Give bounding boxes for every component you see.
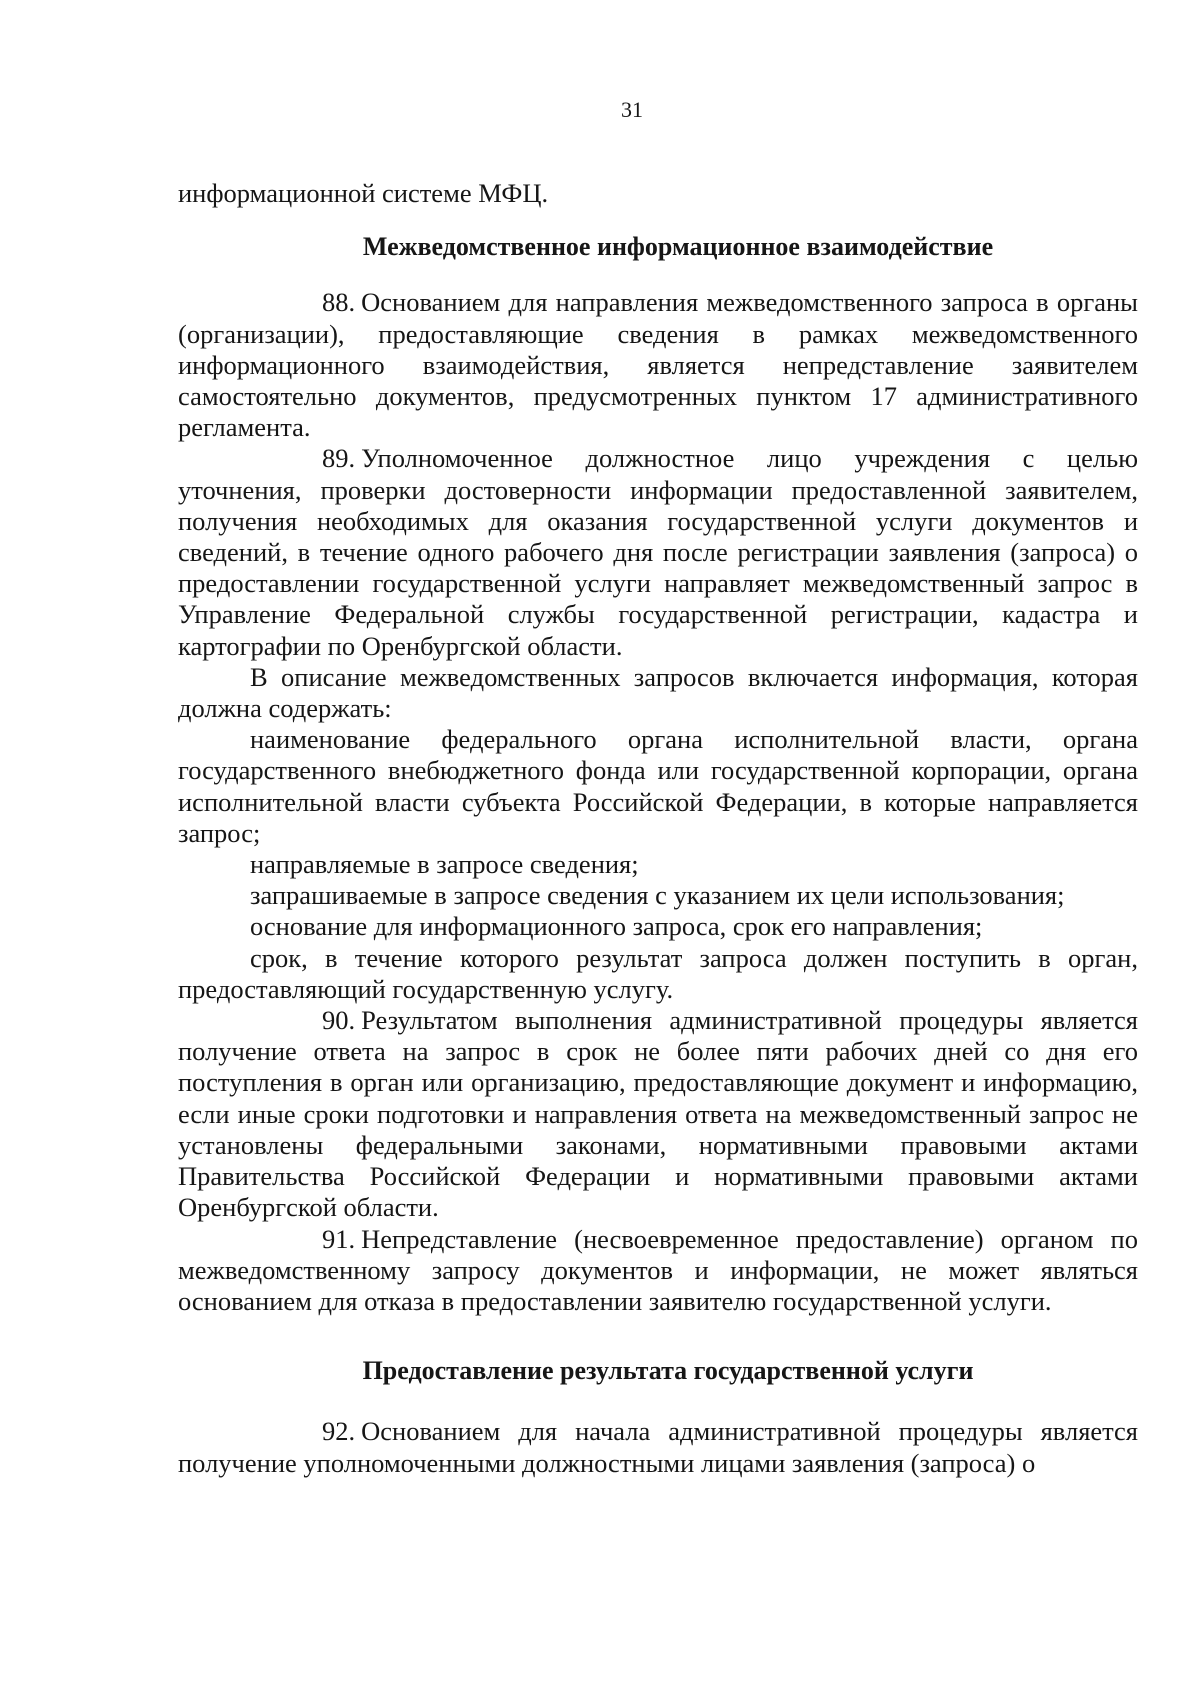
paragraph-text: направляемые в запросе сведения; xyxy=(250,849,639,880)
paragraph-text: запрашиваемые в запросе сведения с указанием их цели использования; xyxy=(250,880,1065,911)
page-number: 31 xyxy=(621,97,643,122)
paragraph-text: Непредставление (несвоевременное предоставление) органом по межведомственному запросу документов и информации, не может являться основанием для отказа в предоставлении заявителю государственной услуги. xyxy=(178,1223,1138,1316)
paragraph-number: 89. xyxy=(322,443,356,474)
paragraph-text: Основанием для направления межведомственного запроса в органы (организации), предоставляющие сведения в рамках межведомственного информационного взаимодействия, является непредставление заявителем самостоятельно документов, предусмотренных пунктом 17 административного регламента. xyxy=(178,287,1138,443)
paragraph-number: 91. xyxy=(322,1223,356,1254)
paragraph-text: В описание межведомственных запросов включается информация, которая должна содержать: xyxy=(178,661,1138,724)
paragraph xyxy=(178,849,1138,880)
paragraph-text: срок, в течение которого результат запроса должен поступить в орган, предоставляющий государственную услугу. xyxy=(178,942,1138,1004)
paragraph-text: Основанием для начала административной процедуры является получение уполномоченными должностными лицами заявления (запроса) о xyxy=(178,1416,1138,1478)
paragraph-number: 92. xyxy=(322,1416,356,1447)
paragraph xyxy=(178,943,1138,1005)
paragraph xyxy=(178,1005,1138,1223)
section-heading-result: Предоставление результата государственной услуги xyxy=(362,1356,974,1386)
paragraph-text: основание для информационного запроса, срок его направления; xyxy=(250,911,983,942)
section-heading-interagency: Межведомственное информационное взаимодействие xyxy=(362,232,994,262)
paragraph-text: Уполномоченное должностное лицо учреждения с целью уточнения, проверки достоверности информации предоставленной заявителем, получения необходимых для оказания государственной услуги документов и сведений, в течение одного рабочего дня после регистрации заявления (запроса) о предоставлении государственной услуги направляет межведомственный запрос в Управление Федеральной службы государственной регистрации, кадастра и картографии по Оренбургской области. xyxy=(178,443,1138,661)
paragraph xyxy=(178,1224,1138,1318)
section-interagency xyxy=(178,287,1138,1317)
paragraph xyxy=(178,1416,1138,1478)
paragraph xyxy=(178,662,1138,724)
paragraph xyxy=(178,443,1138,661)
section-result xyxy=(178,1416,1138,1478)
paragraph-number: 90. xyxy=(322,1005,356,1036)
paragraph xyxy=(178,911,1138,942)
document-body xyxy=(178,178,1138,1479)
paragraph-number: 88. xyxy=(322,287,356,318)
paragraph-text: Результатом выполнения административной процедуры является получение ответа на запрос в срок не более пяти рабочих дней со дня его поступления в орган или организацию, предоставляющие документ и информацию, если иные сроки подготовки и направления ответа на межведомственный запрос не установлены федеральными законами, нормативными правовыми актами Правительства Российской Федерации и нормативными правовыми актами Оренбургской области. xyxy=(178,1005,1138,1223)
paragraph-text: наименование федерального органа исполнительной власти, органа государственного внебюджетного фонда или государственной корпорации, органа исполнительной власти субъекта Российской Федерации, в которые направляется запрос; xyxy=(178,724,1138,848)
continuation-line: информационной системе МФЦ. xyxy=(178,178,549,208)
paragraph xyxy=(178,880,1138,911)
paragraph xyxy=(178,724,1138,849)
paragraph xyxy=(178,287,1138,443)
